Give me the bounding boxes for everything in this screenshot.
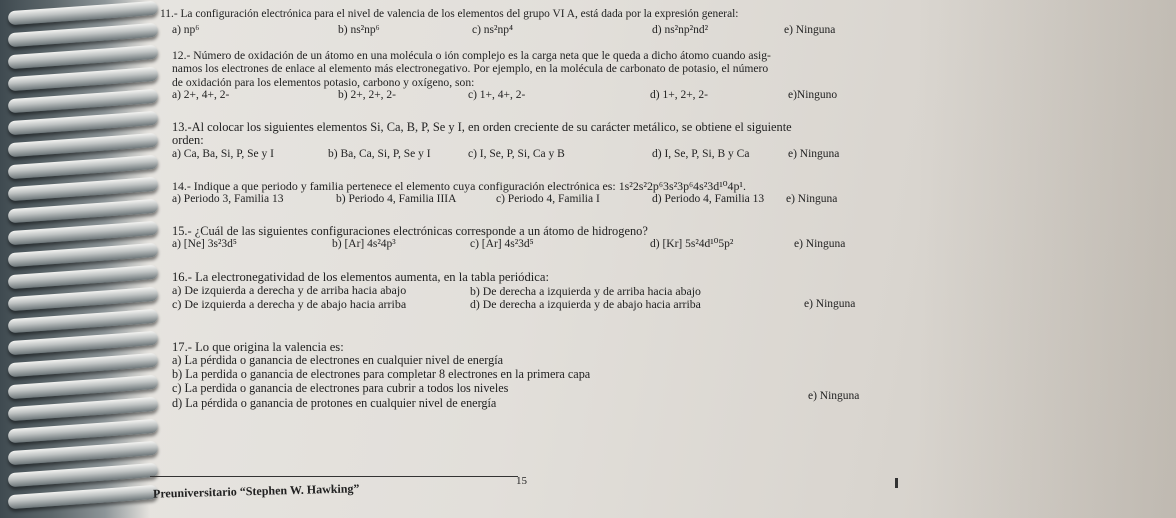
spiral-coil	[8, 23, 159, 47]
spiral-coil	[8, 265, 159, 289]
spiral-binding	[0, 0, 150, 518]
page-mark	[895, 478, 898, 488]
q16-option-d: d) De derecha a izquierda y de abajo hacia arriba	[470, 297, 701, 311]
spiral-coil	[8, 221, 159, 245]
spiral-coil	[8, 485, 159, 509]
spiral-coil	[8, 177, 159, 201]
q14-option-b: b) Periodo 4, Familia IIIA	[336, 193, 457, 205]
q13-option-a: a) Ca, Ba, Si, P, Se y I	[172, 148, 274, 160]
spiral-coil	[8, 353, 159, 377]
q11-option-b: b) ns²np⁶	[338, 24, 380, 36]
spiral-coil	[8, 397, 159, 421]
question-15-text: 15.- ¿Cuál de las siguientes configuraciones electrónicas corresponde a un átomo de hidrogeno?	[172, 224, 648, 238]
spiral-coil	[8, 287, 159, 311]
q14-option-e: e) Ninguna	[786, 193, 838, 205]
question-17-text: 17.- Lo que origina la valencia es:	[172, 340, 344, 354]
question-12-line-1: 12.- Número de oxidación de un átomo en una molécula o ión complejo es la carga neta que le queda a dicho átomo cuando asig-	[172, 49, 771, 62]
q16-option-a: a) De izquierda a derecha y de arriba hacia abajo	[172, 283, 407, 297]
spiral-coil	[8, 45, 159, 69]
footer-title: Preuniversitario “Stephen W. Hawking”	[152, 481, 360, 501]
q12-option-e: e)Ninguno	[788, 89, 838, 101]
q11-option-a: a) np⁶	[172, 24, 200, 36]
q11-option-c: c) ns²np⁴	[472, 24, 513, 36]
q14-option-c: c) Periodo 4, Familia I	[496, 193, 600, 205]
footer-rule	[150, 476, 518, 477]
q14-option-a: a) Periodo 3, Familia 13	[172, 193, 284, 205]
spiral-coil	[8, 89, 159, 113]
q17-option-a: a) La pérdida o ganancia de electrones en cualquier nivel de energía	[172, 353, 504, 367]
page-number: 15	[516, 475, 527, 487]
q15-option-a: a) [Ne] 3s²3d⁵	[172, 238, 237, 250]
question-16-text: 16.- La electronegatividad de los elementos aumenta, en la tabla periódica:	[172, 270, 549, 284]
spiral-coil	[8, 441, 159, 465]
spiral-coil	[8, 375, 159, 399]
q14-option-d: d) Periodo 4, Familia 13	[652, 193, 765, 205]
spiral-coil	[8, 67, 159, 91]
q17-option-e: e) Ninguna	[808, 390, 860, 402]
spiral-coil	[8, 463, 159, 487]
spiral-coil	[8, 419, 159, 443]
q17-option-d: d) La pérdida o ganancia de protones en cualquier nivel de energía	[172, 396, 497, 410]
q16-option-b: b) De derecha a izquierda y de arriba hacia abajo	[470, 284, 701, 298]
spiral-coil	[8, 155, 159, 179]
q13-option-b: b) Ba, Ca, Si, P, Se y I	[328, 148, 431, 160]
q15-option-b: b) [Ar] 4s²4p³	[332, 238, 396, 250]
q12-option-a: a) 2+, 4+, 2-	[172, 89, 230, 101]
q15-option-d: d) [Kr] 5s²4d¹⁰5p²	[650, 238, 734, 250]
q15-option-c: c) [Ar] 4s²3d⁵	[470, 238, 534, 250]
spiral-coil	[8, 309, 159, 333]
q17-option-c: c) La perdida o ganancia de electrones para cubrir a todos los niveles	[172, 381, 509, 395]
question-11-text: 11.- La configuración electrónica para el nivel de valencia de los elementos del grupo VI A, está dada por la expresión general:	[160, 8, 739, 20]
q16-option-e: e) Ninguna	[804, 298, 856, 310]
question-14-text: 14.- Indique a que periodo y familia pertenece el elemento cuya configuración electrónica es: 1s²2s²2p⁶3s²3p⁶4s²3d¹⁰4p¹.	[172, 179, 746, 193]
q11-option-e: e) Ninguna	[784, 24, 836, 36]
question-13-line-1: 13.-Al colocar los siguientes elementos Si, Ca, B, P, Se y I, en orden creciente de su carácter metálico, se obtiene el siguiente	[172, 120, 792, 134]
q12-option-b: b) 2+, 2+, 2-	[338, 89, 397, 101]
question-13-line-2: orden:	[172, 133, 204, 147]
q13-option-c: c) I, Se, P, Si, Ca y B	[468, 148, 565, 160]
question-12-line-2: namos los electrones de enlace al elemento más electronegativo. Por ejemplo, en la molécula de carbonato de potasio, el número	[172, 62, 769, 75]
q13-option-e: e) Ninguna	[788, 148, 840, 160]
spiral-coil	[8, 199, 159, 223]
spiral-coil	[8, 111, 159, 135]
spiral-coil	[8, 1, 159, 25]
q12-option-d: d) 1+, 2+, 2-	[650, 89, 709, 101]
question-12-line-3: de oxidación para los elementos potasio, carbono y oxígeno, son:	[172, 76, 475, 89]
spiral-coil	[8, 133, 159, 157]
spiral-coil	[8, 331, 159, 355]
q17-option-b: b) La perdida o ganancia de electrones para completar 8 electrones en la primera capa	[172, 367, 591, 381]
q12-option-c: c) 1+, 4+, 2-	[468, 89, 526, 101]
q11-option-d: d) ns²np²nd²	[652, 24, 709, 36]
page-shadow	[916, 0, 1176, 518]
q16-option-c: c) De izquierda a derecha y de abajo hacia arriba	[172, 297, 407, 311]
q15-option-e: e) Ninguna	[794, 238, 846, 250]
spiral-coil	[8, 243, 159, 267]
q13-option-d: d) I, Se, P, Si, B y Ca	[652, 148, 750, 160]
